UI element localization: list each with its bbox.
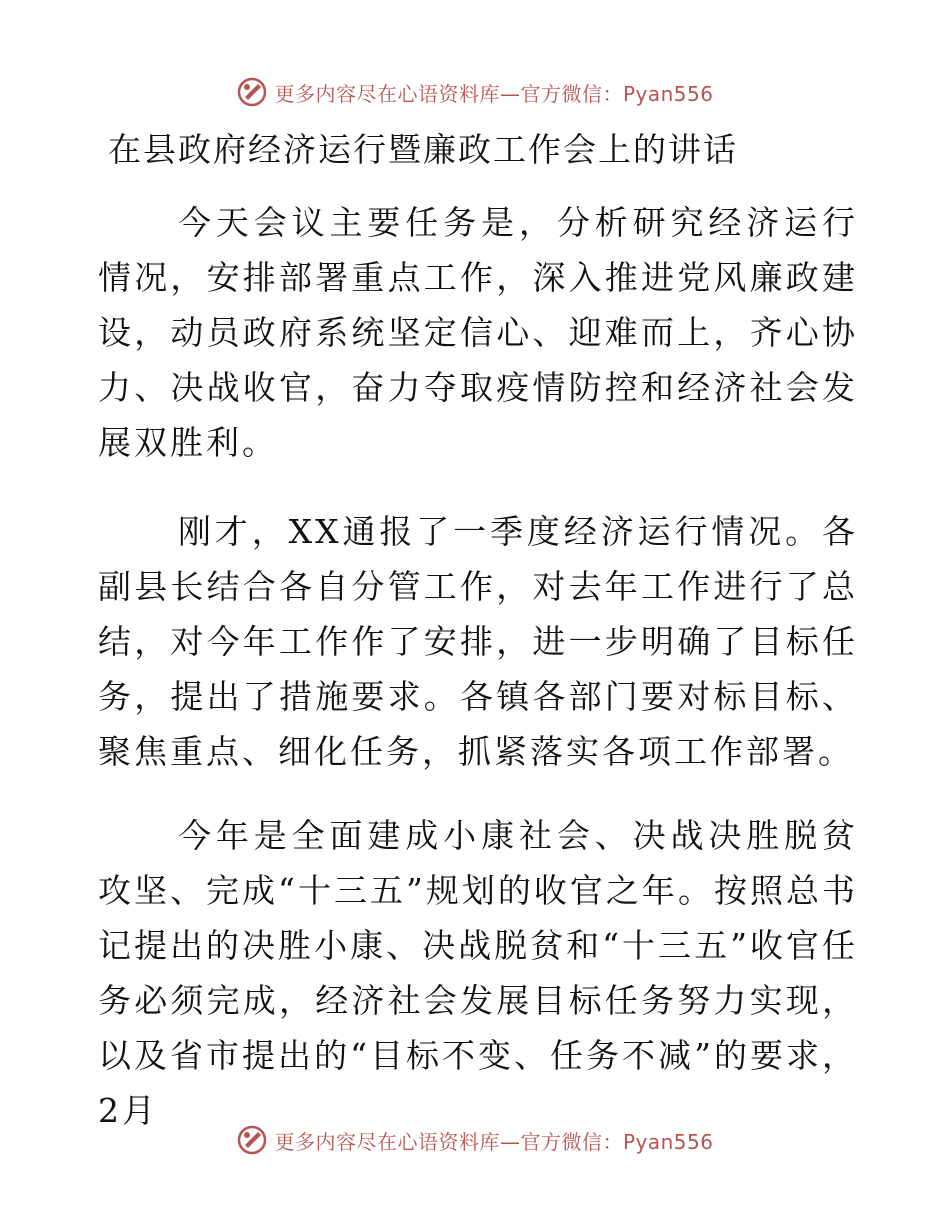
document-title: 在县政府经济运行暨廉政工作会上的讲话 <box>108 130 738 169</box>
paragraph-2: 刚才，XX通报了一季度经济运行情况。各副县长结合各自分管工作，对去年工作进行了总结，对今年工作作了安排，进一步明确了目标任务，提出了措施要求。各镇各部门要对标目标、聚焦重点、细化任务，抓紧落实各项工作部署。 <box>98 512 858 771</box>
watermark-text: 更多内容尽在心语资料库—官方微信：Pyan556 <box>274 81 714 106</box>
paragraph-3: 今年是全面建成小康社会、决战决胜脱贫攻坚、完成“十三五”规划的收官之年。按照总书记提出的决胜小康、决战脱贫和“十三五”收官任务必须完成，经济社会发展目标任务努力实现，以及省市提出的“目标不变、任务不减”的要求，2月 <box>98 816 858 1130</box>
header-watermark <box>0 72 950 112</box>
seal-logo-icon <box>236 1124 268 1156</box>
watermark-text: 更多内容尽在心语资料库—官方微信：Pyan556 <box>274 1129 714 1154</box>
paragraph-1: 今天会议主要任务是，分析研究经济运行情况，安排部署重点工作，深入推进党风廉政建设，动员政府系统坚定信心、迎难而上，齐心协力、决战收官，奋力夺取疫情防控和经济社会发展双胜利。 <box>98 203 858 462</box>
footer-watermark <box>0 1120 950 1160</box>
seal-logo-icon <box>236 76 268 108</box>
